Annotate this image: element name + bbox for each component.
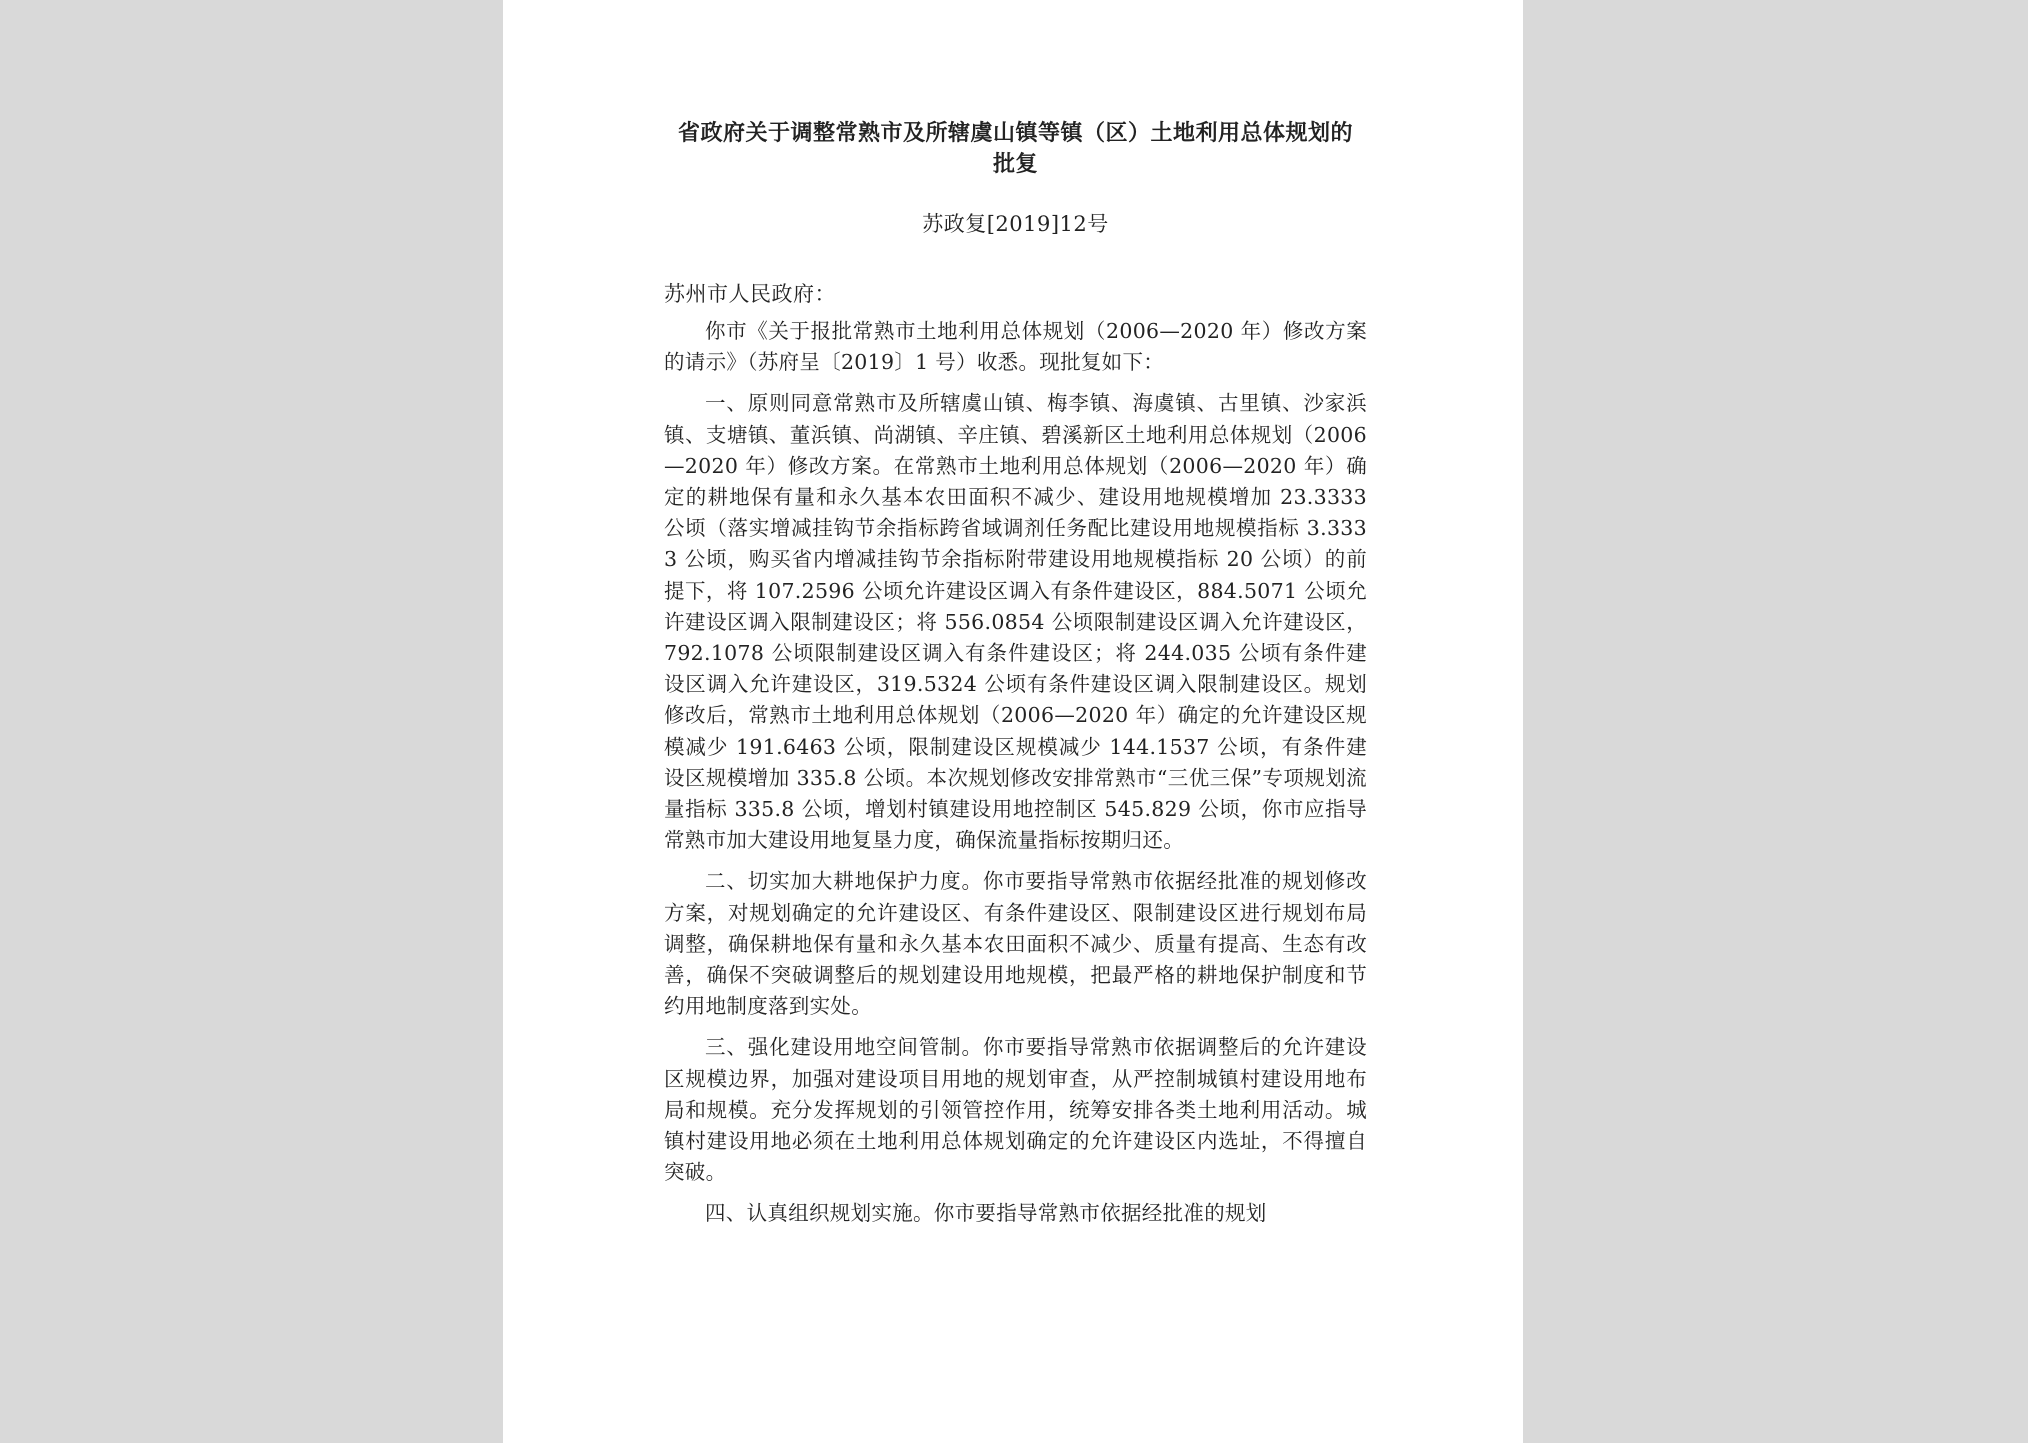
paragraph-section-3: 三、强化建设用地空间管制。你市要指导常熟市依据调整后的允许建设区规模边界，加强对建设项目用地的规划审查，从严控制城镇村建设用地布局和规模。充分发挥规划的引领管控作用，统筹安排各类土地利用活动。城镇村建设用地必须在土地利用总体规划确定的允许建设区内选址，不得擅自突破。	[664, 1035, 1367, 1185]
addressee: 苏州市人民政府：	[664, 282, 836, 306]
paragraph-section-1: 一、原则同意常熟市及所辖虞山镇、梅李镇、海虞镇、古里镇、沙家浜镇、支塘镇、董浜镇、尚湖镇、辛庄镇、碧溪新区土地利用总体规划（2006—2020 年）修改方案。在常熟市土地利用总体规划（2006—2020 年）确定的耕地保有量和永久基本农田面积不减少、建设用地规模增加 23.3333 公顷（落实增减挂钩节余指标跨省域调剂任务配比建设用地规模指标 3.3333 公顷，购买省内增减挂钩节余指标附带建设用地规模指标 20 公顷）的前提下，将 107.2596 公顷允许建设区调入有条件建设区，884.5071 公顷允许建设区调入限制建设区；将 556.0854 公顷限制建设区调入允许建设区，792.1078 公顷限制建设区调入有条件建设区；将 244.035 公顷有条件建设区调入允许建设区，319.5324 公顷有条件建设区调入限制建设区。规划修改后，常熟市土地利用总体规划（2006—2020 年）确定的允许建设区规模减少 191.6463 公顷，限制建设区规模减少 144.1537 公顷，有条件建设区规模增加 335.8 公顷。本次规划修改安排常熟市“三优三保”专项规划流量指标 335.8 公顷，增划村镇建设用地控制区 545.829 公顷，你市应指导常熟市加大建设用地复垦力度，确保流量指标按期归还。	[664, 391, 1367, 853]
document-page	[503, 0, 1523, 1443]
document-title: 省政府关于调整常熟市及所辖虞山镇等镇（区）土地利用总体规划的批复	[677, 121, 1353, 177]
paragraph-intro: 你市《关于报批常熟市土地利用总体规划（2006—2020 年）修改方案的请示》（苏府呈〔2019〕1 号）收悉。现批复如下：	[664, 319, 1367, 375]
paragraph-section-4: 四、认真组织规划实施。你市要指导常熟市依据经批准的规划	[705, 1201, 1267, 1226]
document-number: 苏政复[2019]12号	[922, 212, 1109, 236]
paragraph-section-2: 二、切实加大耕地保护力度。你市要指导常熟市依据经批准的规划修改方案，对规划确定的允许建设区、有条件建设区、限制建设区进行规划布局调整，确保耕地保有量和永久基本农田面积不减少、质量有提高、生态有改善，确保不突破调整后的规划建设用地规模，把最严格的耕地保护制度和节约用地制度落到实处。	[664, 869, 1367, 1019]
